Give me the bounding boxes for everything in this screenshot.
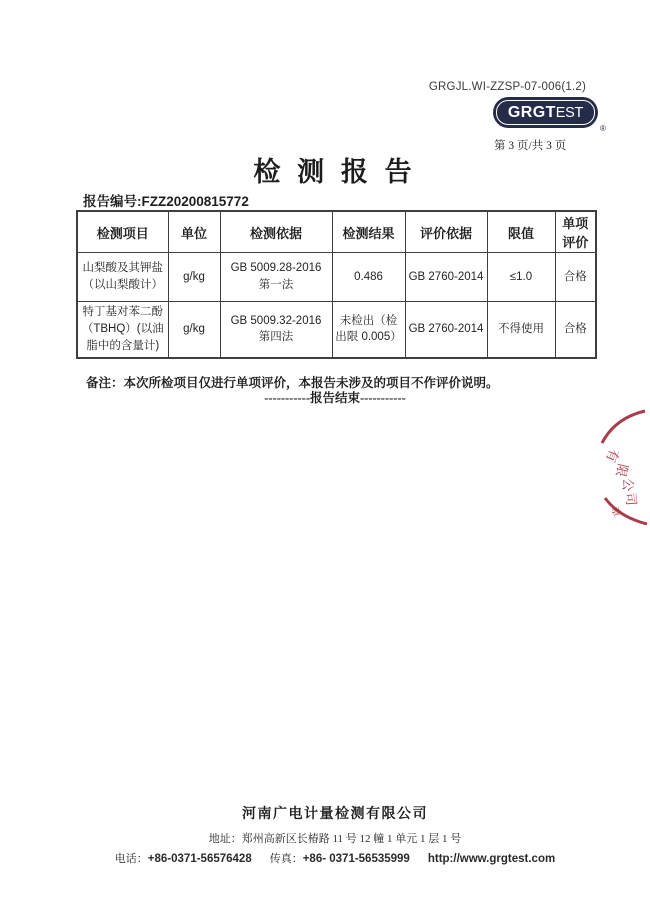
fax-label: 传真： xyxy=(269,853,303,865)
cell-basis: GB 2760-2014 xyxy=(405,253,487,302)
table-row xyxy=(77,302,596,358)
seal-center-char: 章 xyxy=(608,505,622,519)
logo-text-light: EST xyxy=(555,104,584,121)
table-header-row xyxy=(77,211,596,253)
address-value: 郑州高新区长椿路 11 号 12 幢 1 单元 1 层 1 号 xyxy=(241,833,462,845)
report-end-marker: -----------报告结束----------- xyxy=(264,391,406,405)
cell-verdict: 合格 xyxy=(555,253,596,302)
cell-basis: GB 2760-2014 xyxy=(405,302,487,358)
col-header-limit: 限值 xyxy=(487,211,555,253)
logo-text-bold: GRGT xyxy=(507,103,556,121)
remarks-note: 备注：本次所检项目仅进行单项评价，本报告未涉及的项目不作评价说明。 xyxy=(86,376,499,390)
fax-number: +86- 0371-56535999 xyxy=(302,853,410,865)
registered-trademark-icon: ® xyxy=(600,124,606,133)
footer xyxy=(0,803,650,866)
cell-method xyxy=(220,253,332,302)
seal-char: 限 xyxy=(613,462,631,479)
company-contact-line xyxy=(0,850,650,866)
col-header-unit: 单位 xyxy=(168,211,220,253)
col-header-method: 检测依据 xyxy=(220,211,332,253)
report-title: 检 测 报 告 xyxy=(253,157,417,187)
seal-char: 司 xyxy=(623,491,640,507)
col-header-verdict: 单项评价 xyxy=(555,211,596,253)
method-clause: 第四法 xyxy=(258,331,294,344)
logo-inner-ring xyxy=(496,100,595,125)
table-row xyxy=(77,253,596,302)
method-standard: GB 5009.32-2016 xyxy=(230,314,322,327)
cell-unit: g/kg xyxy=(168,302,220,358)
cell-unit: g/kg xyxy=(168,253,220,302)
cell-item: 山梨酸及其钾盐（以山梨酸计） xyxy=(77,253,168,302)
seal-char: 有 xyxy=(603,446,623,465)
method-clause: 第一法 xyxy=(258,279,294,291)
grgtest-logo xyxy=(493,97,598,128)
seal-char: 公 xyxy=(620,477,636,492)
report-number-value: FZZ20200815772 xyxy=(141,194,249,209)
website-url: http://www.grgtest.com xyxy=(427,853,556,865)
address-label: 地址： xyxy=(208,833,242,845)
test-results-table xyxy=(76,210,597,359)
cell-result: 0.486 xyxy=(332,253,405,302)
seal-arc-icon xyxy=(598,405,650,525)
col-header-result: 检测结果 xyxy=(332,211,405,253)
document-control-code: GRGJL.WI-ZZSP-07-006(1.2) xyxy=(428,81,586,93)
phone-label: 电话： xyxy=(114,853,148,865)
col-header-basis: 评价依据 xyxy=(405,211,487,253)
cell-method xyxy=(220,302,332,358)
report-number xyxy=(83,190,249,210)
cell-limit: ≤1.0 xyxy=(487,253,555,302)
company-name: 河南广电计量检测有限公司 xyxy=(242,807,428,822)
report-number-label: 报告编号: xyxy=(83,194,142,209)
col-header-item: 检测项目 xyxy=(77,211,168,253)
method-standard: GB 5009.28-2016 xyxy=(230,262,322,275)
page-number: 第 3 页/共 3 页 xyxy=(494,140,567,152)
cell-verdict: 合格 xyxy=(555,302,596,358)
cell-limit: 不得使用 xyxy=(487,302,555,358)
company-address-line xyxy=(0,830,650,846)
cell-item: 特丁基对苯二酚（TBHQ）(以油脂中的含量计) xyxy=(77,302,168,358)
phone-number: +86-0371-56576428 xyxy=(147,853,252,865)
company-seal-stamp xyxy=(598,405,650,525)
cell-result: 未检出（检出限 0.005） xyxy=(332,302,405,358)
